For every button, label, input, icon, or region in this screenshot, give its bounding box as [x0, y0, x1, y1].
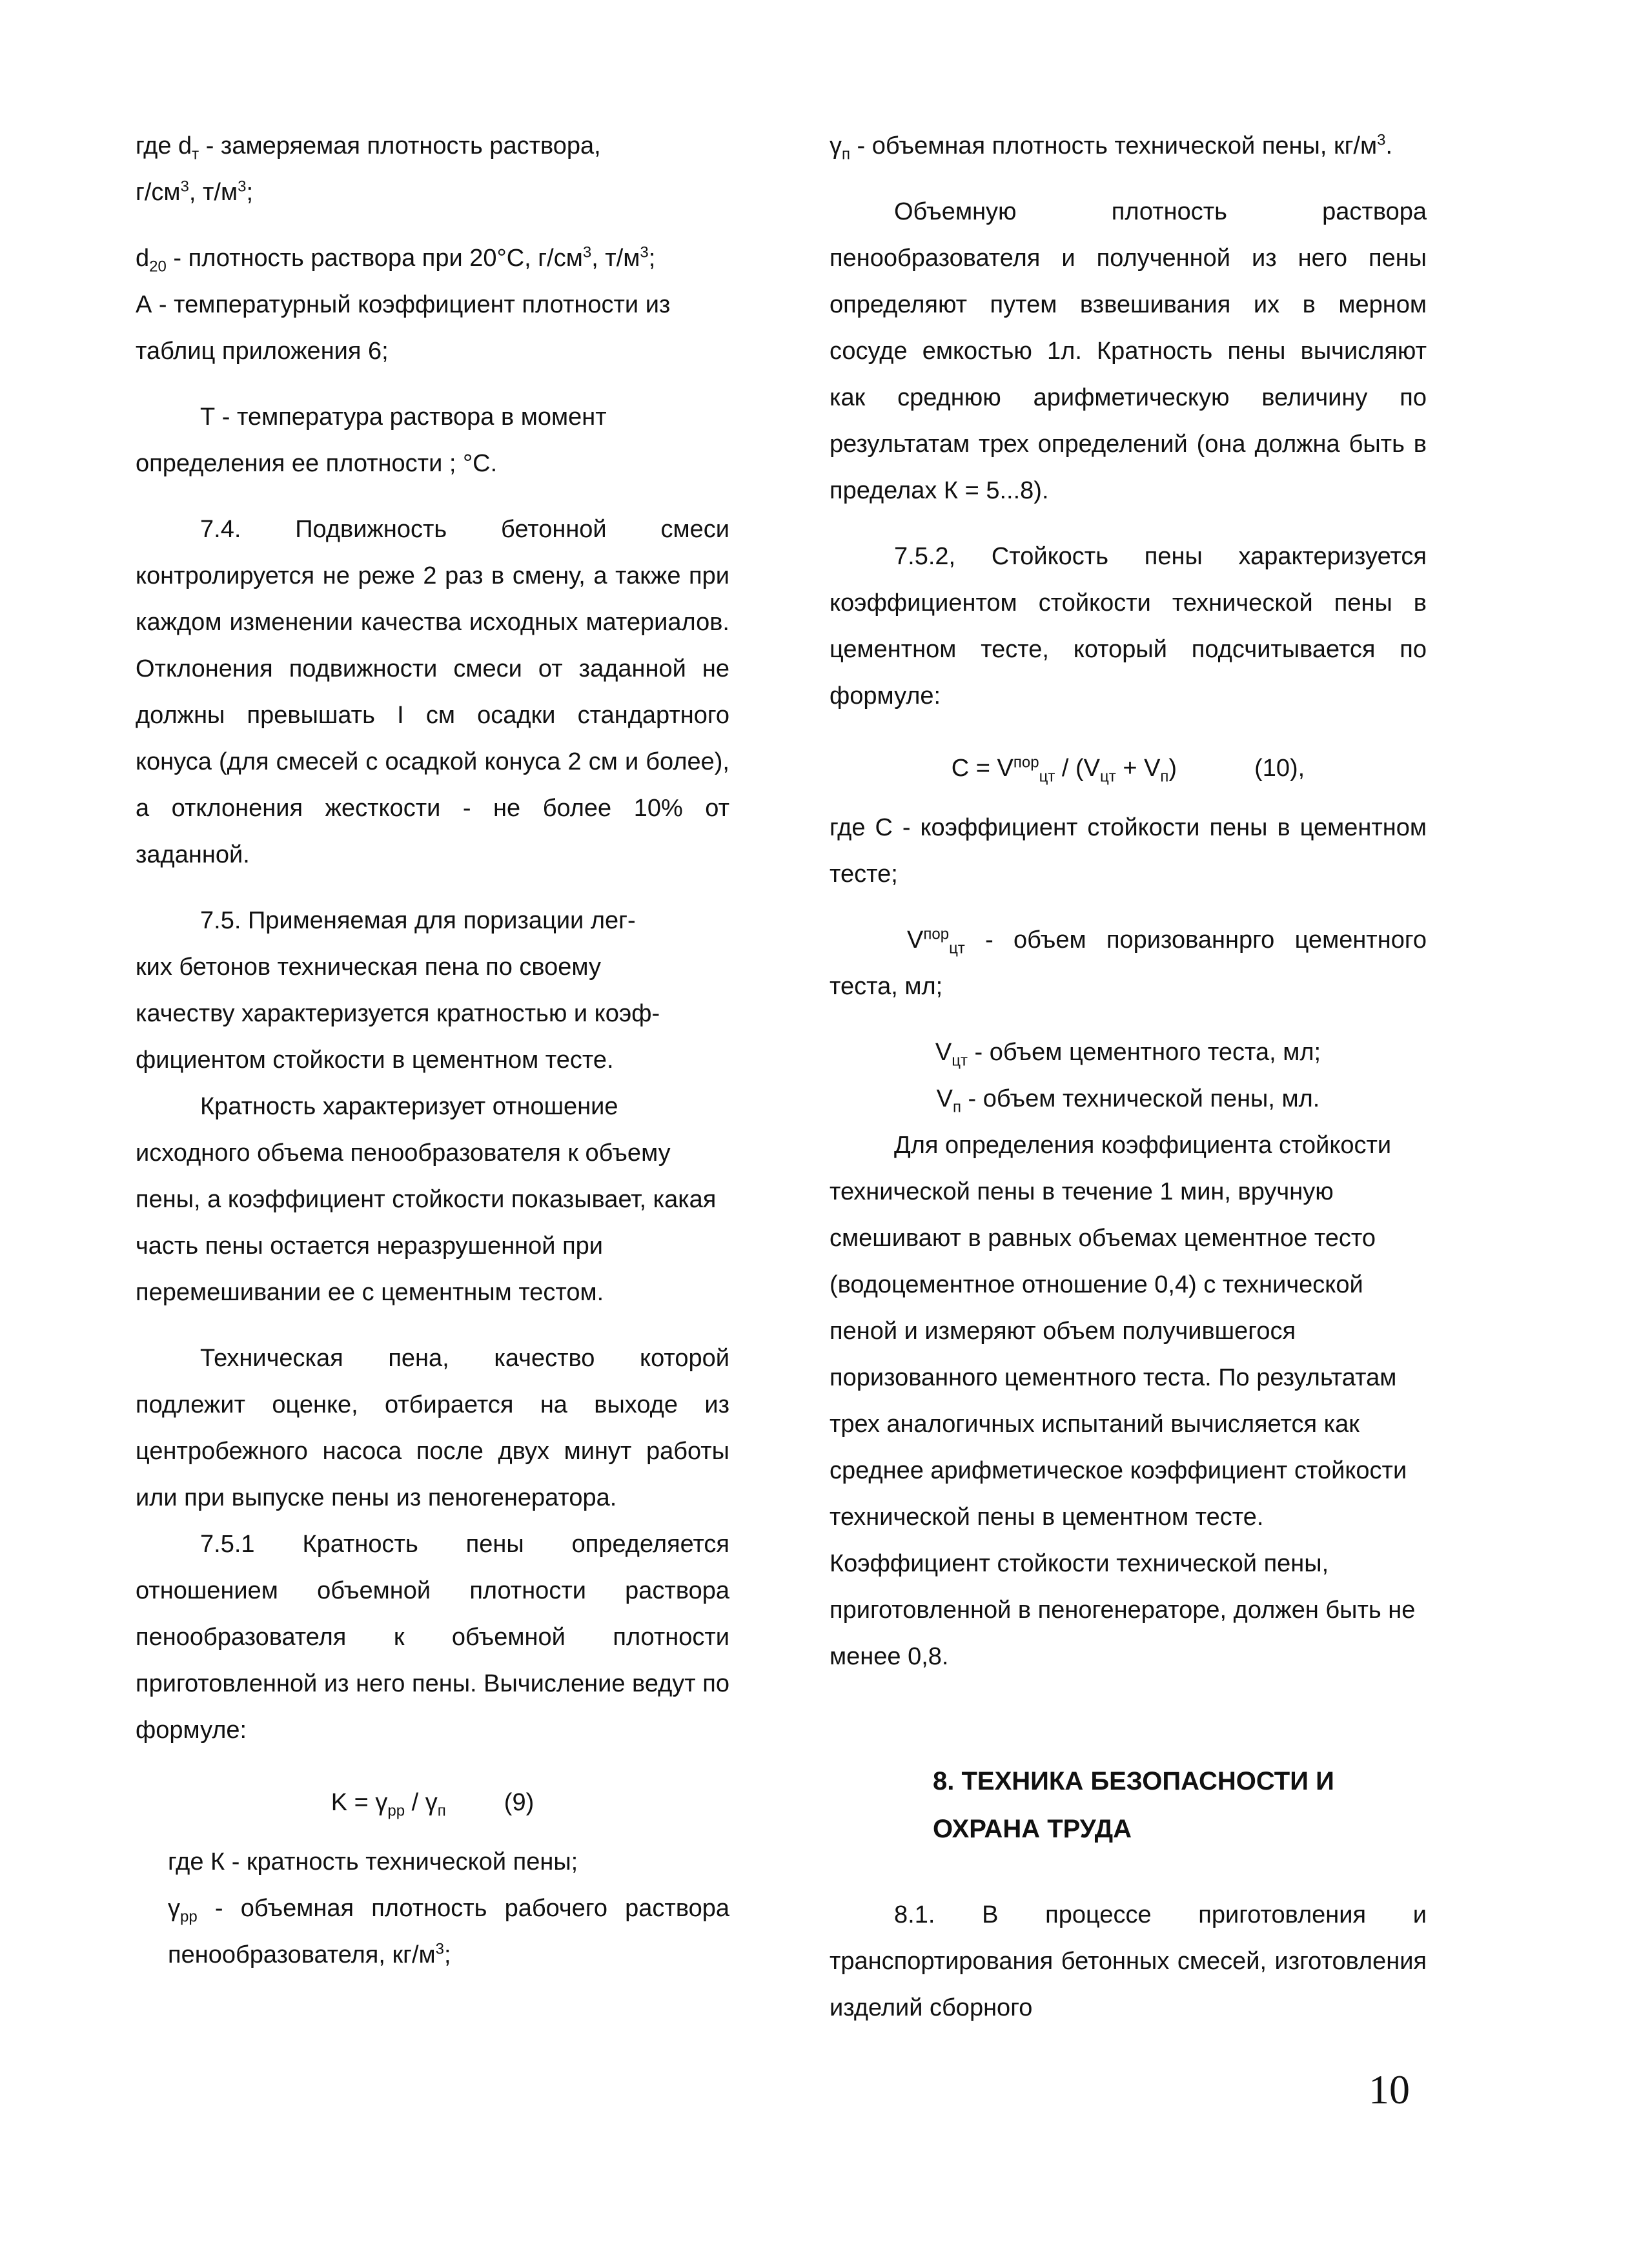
paragraph-8-1: 8.1. В процессе приготовления и транспортирования бетонных смесей, изготовления изделий сборного [830, 1901, 1427, 2021]
grr-definition: $\gamma_{рр}$ - объемная плотность рабочего раствора пенообразователя, $кг/м^3$; [168, 1895, 729, 1968]
paragraph-7-4: 7.4. Подвижность бетонной смеси контролируется не реже 2 раз в смену, а также при каждом изменении качества исходных материалов. Отклонения подвижности смеси от заданной не должны превышать I см осадки стандартного конуса (для смесей с осадкой конуса 2 см и более), а отклонения жесткости - не более 10% от заданной. [136, 516, 729, 868]
vpor-definition: $V^{пор}_{цт}$ - объем поризованнрго цементного теста, мл; [830, 925, 1427, 1000]
dt-units: $г/см^3$, $т/м^3$; [136, 178, 254, 206]
k-definition: где К - кратность технической пены; [168, 1848, 578, 1875]
d20-definition: $d_{20}$ - плотность раствора при 20°С, $г/см^3$, $т/м^3$; [136, 243, 656, 276]
section-heading-line: 8. ТЕХНИКА БЕЗОПАСНОСТИ И [933, 1767, 1334, 1795]
paragraph-7-5 [136, 897, 729, 1083]
t-definition: Т - температура раствора в момент определения ее плотности ; °С. [136, 404, 607, 477]
paragraph-7-5-1: 7.5.1 Кратность пены определяется отношением объемной плотности раствора пенообразователя к объемной плотности приготовленной из него пены. Вычисление ведут по формуле: [136, 1531, 729, 1744]
gp-definition: $\gamma_п$ - объемная плотность технической пены, $кг/м^3$. [830, 131, 1393, 163]
paragraph-7-5-line: фициентом стойкости в цементном тесте. [136, 1047, 614, 1074]
formula-9: $K = \gamma_{рр} / \gamma_п$ (9) [331, 1789, 535, 1820]
vct-definition: $V_{цт}$ - объем цементного теста, мл; [935, 1039, 1321, 1070]
a-definition: А - температурный коэффициент плотности из таблиц приложения 6; [136, 291, 671, 365]
left-column [136, 123, 729, 1978]
paragraph-volume-density: Объемную плотность раствора пенообразователя и полученной из него пены определяют путем взвешивания их в мерном сосуде емкостью 1л. Кратность пены вычисляют как среднюю арифметическую величину по результатам трех определений (она должна быть в пределах К = 5...8). [830, 198, 1427, 504]
paragraph-kratnost: Кратность характеризует отношение исходного объема пенообразователя к объему пены, а коэффициент стойкости показывает, какая часть пены остается неразрушенной при перемешивании ее с цементным тестом. [136, 1093, 717, 1306]
paragraph-7-5-line: качеству характеризуется кратностью и коэф- [136, 1000, 660, 1027]
page-number: 10 [1369, 2067, 1410, 2112]
formula-10: $C = V^{пор}_{цт} / (V_{цт} + V_п)$ (10), [951, 753, 1305, 786]
section-heading-8 [830, 1757, 1427, 1853]
paragraph-determination: Для определения коэффициента стойкости технической пены в течение 1 мин, вручную смешивают в равных объемах цементное тесто (водоцементное отношение 0,4) с технической пеной и измеряют объем получившегося поризованного цементного теста. По результатам трех аналогичных испытаний вычисляется как среднее арифметическое коэффициент стойкости технической пены в цементном тесте. Коэффициент стойкости технической пены, приготовленной в пеногенераторе, должен быть не менее 0,8. [830, 1132, 1416, 1670]
section-heading-line: ОХРАНА ТРУДА [933, 1815, 1132, 1843]
c-definition: где С - коэффициент стойкости пены в цементном тесте; [830, 814, 1427, 888]
right-column [830, 123, 1427, 2031]
paragraph-tech-foam: Техническая пена, качество которой подлежит оценке, отбирается на выходе из центробежного насоса после двух минут работы или при выпуске пены из пеногенератора. [136, 1345, 729, 1511]
dt-definition: где $d_т$ - замеряемая плотность раствора, [136, 132, 601, 163]
paragraph-7-5-line: 7.5. Применяемая для поризации лег- [200, 907, 636, 934]
paragraph-7-5-2: 7.5.2, Стойкость пены характеризуется коэффициентом стойкости технической пены в цементном тесте, который подсчитывается по формуле: [830, 543, 1427, 710]
paragraph-7-5-line: ких бетонов техническая пена по своему [136, 954, 601, 981]
vp-definition: $V_п$ - объем технической пены, мл. [936, 1085, 1320, 1116]
